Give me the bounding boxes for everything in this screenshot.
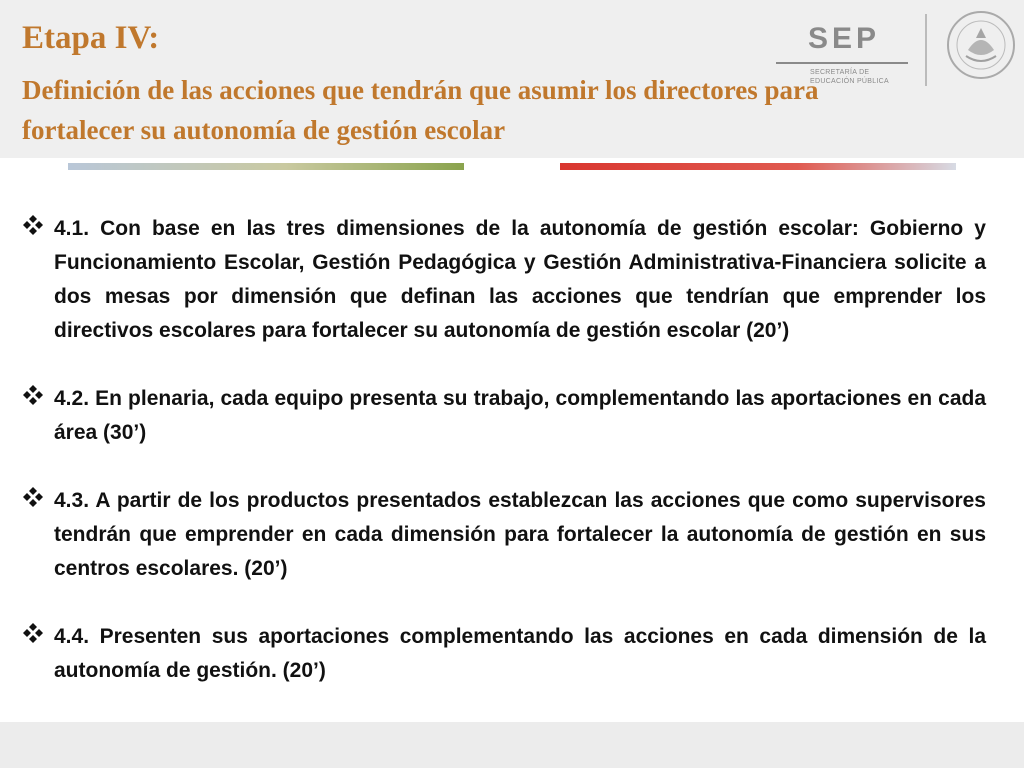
sep-logo-line xyxy=(776,62,908,64)
slide-title: Etapa IV: xyxy=(22,20,160,56)
bullet-list xyxy=(22,212,986,722)
list-item xyxy=(22,484,986,586)
header-divider xyxy=(925,14,927,86)
diamond-bullet-icon xyxy=(22,486,44,508)
list-item xyxy=(22,212,986,348)
national-seal-icon xyxy=(946,10,1016,80)
list-item-text: 4.1. Con base en las tres dimensiones de la autonomía de gestión escolar: Gobierno y Funcionamiento Escolar, Gestión Pedagógica y Gestión Administrativa-Financiera solicite a dos mesas por dimensión que definan las acciones que tendrían que emprender los directivos escolares para fortalecer su autonomía de gestión escolar (20’) xyxy=(54,217,986,342)
sep-logo xyxy=(776,22,916,108)
slide-header xyxy=(0,0,1024,158)
accent-bar-red xyxy=(560,163,956,170)
accent-bar-green xyxy=(68,163,464,170)
diamond-bullet-icon xyxy=(22,384,44,406)
sep-logo-line1: SECRETARÍA DE xyxy=(810,69,870,76)
list-item-text: 4.3. A partir de los productos presentados establezcan las acciones que como supervisores tendrán que emprender en cada dimensión para fortalecer la autonomía de gestión en sus centros escolares. (20’) xyxy=(54,489,986,580)
slide-footer xyxy=(0,722,1024,768)
list-item-text: 4.2. En plenaria, cada equipo presenta su trabajo, complementando las aportaciones en cada área (30’) xyxy=(54,387,986,444)
list-item xyxy=(22,620,986,688)
sep-logo-line2: EDUCACIÓN PÚBLICA xyxy=(810,78,890,85)
diamond-bullet-icon xyxy=(22,214,44,236)
sep-logo-text: SEP xyxy=(808,22,881,55)
list-item-text: 4.4. Presenten sus aportaciones complementando las acciones en cada dimensión de la autonomía de gestión. (20’) xyxy=(54,625,986,682)
sep-logo-subtitle xyxy=(810,68,910,86)
list-item xyxy=(22,382,986,450)
slide-subtitle: Definición de las acciones que tendrán que asumir los directores para fortalecer su autonomía de gestión escolar xyxy=(22,75,819,145)
diamond-bullet-icon xyxy=(22,622,44,644)
